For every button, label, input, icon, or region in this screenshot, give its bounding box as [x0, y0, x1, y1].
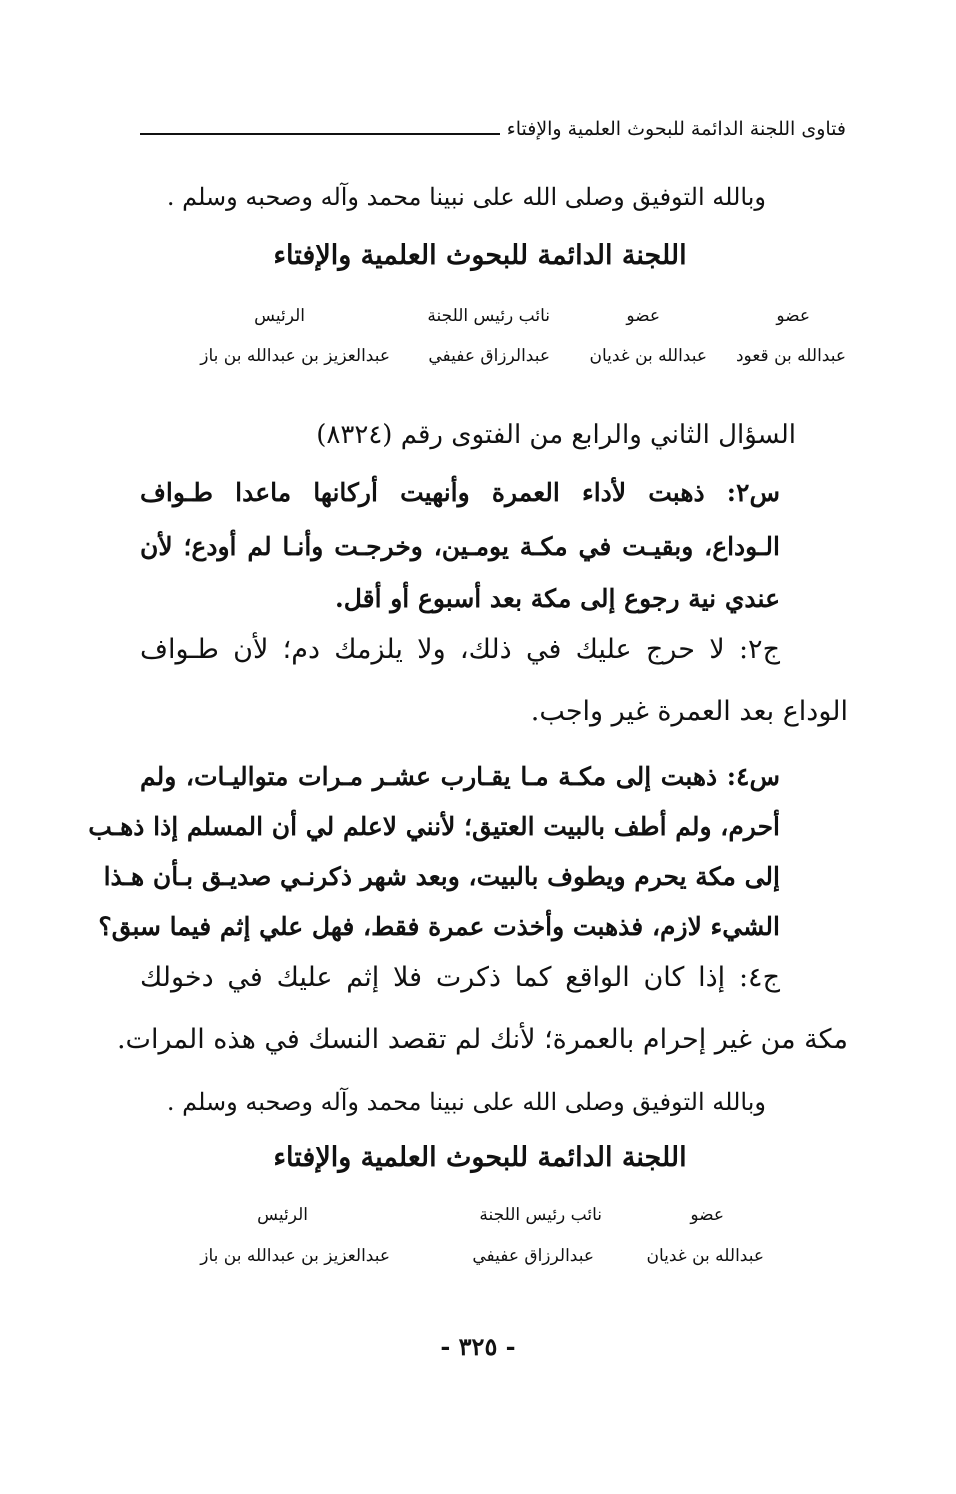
page-number: - ٣٢٥ -: [440, 1332, 516, 1361]
role-chairman: الرئيس: [254, 306, 305, 326]
role-chairman: الرئيس: [257, 1205, 308, 1225]
question-line: عندي نية رجوع إلى مكة بعد أسبوع أو أقل.: [334, 584, 780, 613]
question-line: الشيء لازم، فذهبت وأخذت عمرة فقط، فهل علي إثم فيما سبق؟: [98, 912, 780, 941]
name-signatory: عبدالعزيز بن عبدالله بن باز: [200, 1246, 390, 1266]
committee-title: اللجنة الدائمة للبحوث العلمية والإفتاء: [273, 240, 687, 271]
name-signatory: عبدالرزاق عفيفي: [472, 1246, 594, 1266]
question-line: س٤: ذهبت إلى مكـة مـا يقـارب عشـر مـرات متواليـات، ولم: [140, 762, 780, 791]
role-member: عضو: [776, 306, 810, 326]
running-header: [140, 112, 846, 152]
signatory-names: [160, 1246, 850, 1272]
name-signatory: عبدالله بن قعود: [735, 346, 846, 366]
role-vice-chairman: نائب رئيس اللجنة: [427, 306, 550, 326]
question-line: س٢: ذهبت لأداء العمرة وأنهيت أركانها ماعدا طـواف: [140, 478, 780, 507]
question-line: إلى مكة يحرم ويطوف بالبيت، وبعد شهر ذكرنـي صديـق بـأن هـذا: [103, 862, 780, 891]
question-line: أحرم، ولم أطف بالبيت العتيق؛ لأنني لاعلم لي أن المسلم إذا ذهـب: [88, 812, 780, 841]
header-title: فتاوى اللجنة الدائمة للبحوث العلمية والإفتاء: [506, 118, 846, 140]
question-2-line-2: [140, 532, 780, 572]
answer-4: [140, 962, 780, 1002]
name-signatory: عبدالعزيز بن عبدالله بن باز: [200, 346, 390, 366]
answer-line: ج٤: إذا كان الواقع كما ذكرت فلا إثم عليك في دخولك: [140, 962, 780, 993]
name-signatory: عبدالله بن غديان: [646, 1246, 764, 1266]
answer-2: [140, 634, 780, 674]
answer-line: ج٢: لا حرج عليك في ذلك، ولا يلزمك دم؛ لأن طـواف: [140, 634, 780, 665]
answer-line: الوداع بعد العمرة غير واجب.: [530, 696, 848, 727]
header-rule: [140, 133, 500, 135]
signatory-roles: [160, 306, 850, 332]
closing-formula: وبالله التوفيق وصلى الله على نبينا محمد وآله وصحبه وسلم .: [166, 183, 766, 211]
fatwa-reference: السؤال الثاني والرابع من الفتوى رقم (٨٣٢٤): [316, 420, 796, 450]
committee-title: اللجنة الدائمة للبحوث العلمية والإفتاء: [273, 1142, 687, 1173]
role-member: عضو: [626, 306, 660, 326]
signatory-roles: [160, 1205, 850, 1231]
question-4-line-2: [88, 812, 780, 852]
name-signatory: عبدالله بن غديان: [589, 346, 707, 366]
question-line: الـوداع، وبقيـت في مكـة يومـين، وخرجـت وأنـا لم أودع؛ لأن: [140, 532, 780, 561]
role-vice-chairman: نائب رئيس اللجنة: [479, 1205, 602, 1225]
signatory-names: [160, 346, 850, 372]
name-signatory: عبدالرزاق عفيفي: [428, 346, 550, 366]
question-4-line-3: [103, 862, 780, 902]
answer-line: مكة من غير إحرام بالعمرة؛ لأنك لم تقصد النسك في هذه المرات.: [116, 1024, 848, 1055]
question-4: [140, 762, 780, 802]
closing-formula: وبالله التوفيق وصلى الله على نبينا محمد وآله وصحبه وسلم .: [166, 1088, 766, 1116]
role-member: عضو: [690, 1205, 724, 1225]
